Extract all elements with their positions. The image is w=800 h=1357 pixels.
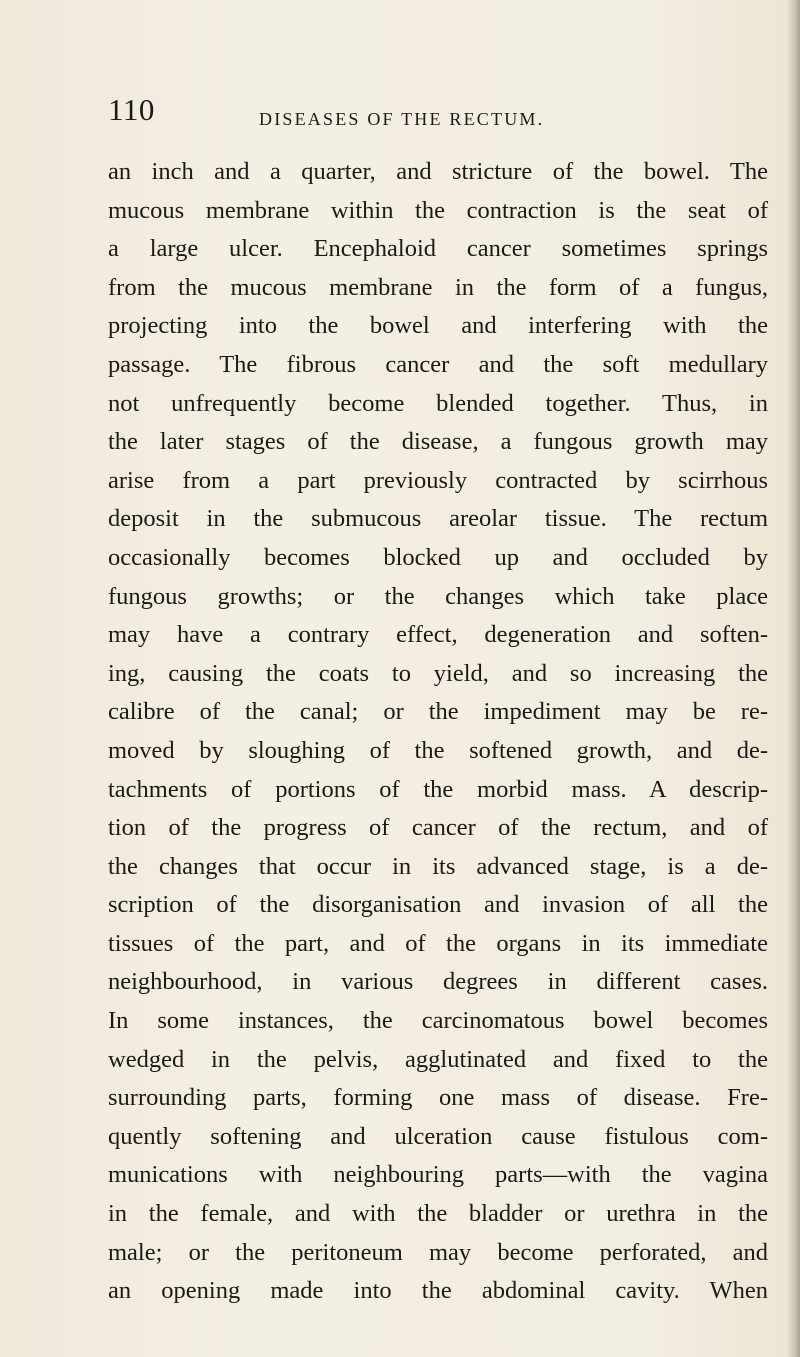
text-line: the changes that occur in its advanced stage, is a de-: [108, 852, 768, 880]
text-line: projecting into the bowel and interfering with the: [108, 312, 768, 340]
text-line: ing, causing the coats to yield, and so increasing the: [108, 659, 768, 687]
body-text: [108, 153, 768, 1311]
text-line: munications with neighbouring parts—with the vagina: [108, 1161, 768, 1189]
text-line: deposit in the submucous areolar tissue. The rectum: [108, 505, 768, 533]
text-line: an opening made into the abdominal cavity. When: [108, 1277, 768, 1305]
text-line: moved by sloughing of the softened growth, and de-: [108, 736, 768, 764]
text-line: quently softening and ulceration cause fistulous com-: [108, 1122, 768, 1150]
page-edge-shadow: [786, 0, 800, 1357]
text-line: an inch and a quarter, and stricture of the bowel. The: [108, 158, 768, 185]
text-line: mucous membrane within the contraction is the seat of: [108, 196, 768, 224]
text-line: occasionally becomes blocked up and occluded by: [108, 543, 768, 571]
text-line: calibre of the canal; or the impediment may be re-: [108, 698, 768, 726]
text-line: In some instances, the carcinomatous bowel becomes: [108, 1007, 768, 1035]
text-line: fungous growths; or the changes which take place: [108, 582, 768, 610]
text-line: passage. The fibrous cancer and the soft medullary: [108, 350, 768, 378]
text-line: neighbourhood, in various degrees in different cases.: [108, 968, 768, 996]
text-line: tissues of the part, and of the organs in its immediate: [108, 929, 768, 957]
text-line: in the female, and with the bladder or urethra in the: [108, 1200, 768, 1228]
text-line: scription of the disorganisation and invasion of all the: [108, 891, 768, 919]
text-line: tion of the progress of cancer of the rectum, and of: [108, 814, 768, 842]
text-line: may have a contrary effect, degeneration and soften-: [108, 621, 768, 649]
text-line: not unfrequently become blended together. Thus, in: [108, 389, 768, 417]
text-line: tachments of portions of the morbid mass. A descrip-: [108, 775, 768, 803]
text-line: wedged in the pelvis, agglutinated and fixed to the: [108, 1045, 768, 1073]
page-number: 110: [108, 92, 155, 127]
text-line: the later stages of the disease, a fungous growth may: [108, 428, 768, 456]
text-line: surrounding parts, forming one mass of disease. Fre-: [108, 1084, 768, 1112]
page-header: [108, 92, 768, 140]
text-line: male; or the peritoneum may become perforated, and: [108, 1238, 768, 1266]
text-line: from the mucous membrane in the form of a fungus,: [108, 273, 768, 301]
running-head: DISEASES OF THE RECTUM.: [259, 109, 545, 129]
text-line: a large ulcer. Encephaloid cancer sometimes springs: [108, 235, 768, 263]
text-line: arise from a part previously contracted by scirrhous: [108, 466, 768, 494]
